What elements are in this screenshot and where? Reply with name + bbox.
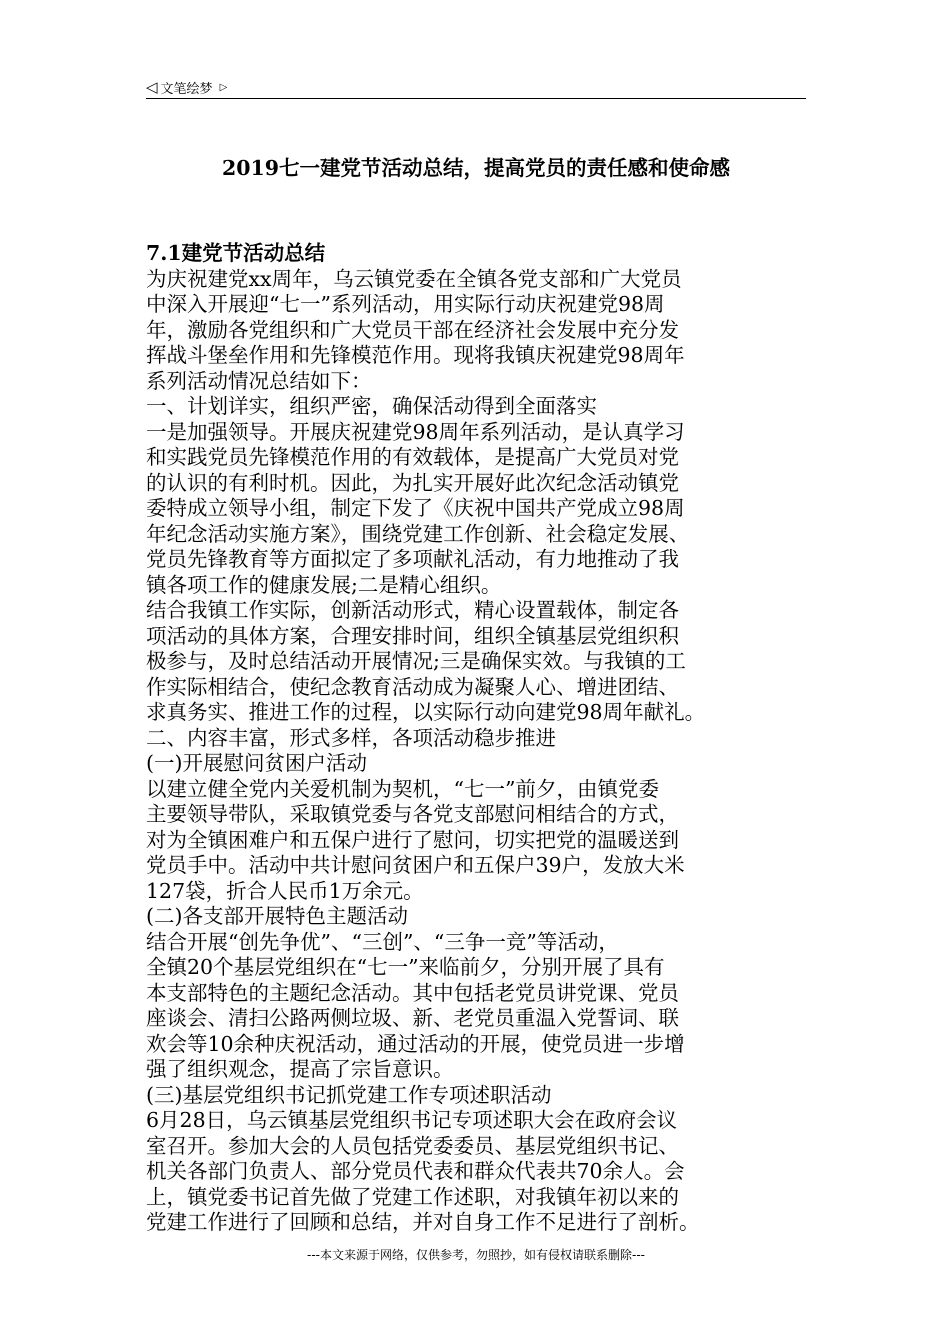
body-text [146,267,806,1236]
text-line: 主要领导带队，采取镇党委与各党支部慰问相结合的方式， [146,802,679,826]
text-line: 上，镇党委书记首先做了党建工作述职，对我镇年初以来的 [146,1184,679,1209]
page-footer: ---本文来源于网络，仅供参考，勿照抄，如有侵权请联系删除--- [307,1248,645,1262]
text-line: 中深入开展迎“七一”系列活动，用实际行动庆祝建党98周 [146,292,665,316]
text-line: 二、内容丰富，形式多样，各项活动稳步推进 [146,725,556,750]
text-line: 127袋，折合人民币1万余元。 [146,878,424,903]
document-title: 2019七一建党节活动总结，提高党员的责任感和使命感 [221,156,731,180]
text-line: 一是加强领导。开展庆祝建党98周年系列活动，是认真学习 [146,419,685,444]
text-line: 系列活动情况总结如下： [146,368,372,393]
text-line: 求真务实、推进工作的过程，以实际行动向建党98周年献礼。 [146,700,706,724]
text-line: 结合开展“创先争优”、“三创”、“三争一竞”等活动， [146,929,619,954]
text-line: 委特成立领导小组，制定下发了《庆祝中国共产党成立98周 [146,496,685,520]
triangle-right-icon: ▷ [219,81,228,93]
text-line: 党建工作进行了回顾和总结，并对自身工作不足进行了剖析。 [146,1210,700,1234]
text-line: 本支部特色的主题纪念活动。其中包括老党员讲党课、党员 [146,980,679,1005]
text-line: 项活动的具体方案，合理安排时间，组织全镇基层党组织积 [146,623,679,648]
text-line: 一、计划详实，组织严密，确保活动得到全面落实 [146,394,597,418]
text-line: 机关各部门负责人、部分党员代表和群众代表共70余人。会 [146,1159,685,1183]
text-line: 镇各项工作的健康发展;二是精心组织。 [146,572,502,597]
document-body [146,241,806,1236]
text-line: 全镇20个基层党组织在“七一”来临前夕，分别开展了具有 [146,955,665,979]
text-line: 强了组织观念，提高了宗旨意识。 [146,1057,454,1081]
section-heading: 7.1建党节活动总结 [146,241,326,265]
text-line: 座谈会、清扫公路两侧垃圾、新、老党员重温入党誓词、联 [146,1006,679,1030]
text-line: 年纪念活动实施方案》，围绕党建工作创新、社会稳定发展、 [146,521,690,546]
text-line: 党员手中。活动中共计慰问贫困户和五保户39户，发放大米 [146,853,685,877]
text-line: 欢会等10余种庆祝活动，通过活动的开展，使党员进一步增 [146,1031,685,1056]
text-line: (二)各支部开展特色主题活动 [146,904,408,928]
text-line: 室召开。参加大会的人员包括党委委员、基层党组织书记、 [146,1133,679,1158]
text-line: 年，激励各党组织和广大党员干部在经济社会发展中充分发 [146,317,679,342]
triangle-left-icon: ◁ [146,78,158,96]
text-line: 的认识的有利时机。因此，为扎实开展好此次纪念活动镇党 [146,470,679,495]
text-line: (一)开展慰问贫困户活动 [146,751,367,775]
text-line: 为庆祝建党xx周年，乌云镇党委在全镇各党支部和广大党员 [146,266,682,291]
text-line: 极参与，及时总结活动开展情况;三是确保实效。与我镇的工 [146,649,686,673]
header-divider [146,98,806,99]
text-line: 挥战斗堡垒作用和先锋模范作用。现将我镇庆祝建党98周年 [146,343,685,367]
text-line: 结合我镇工作实际，创新活动形式，精心设置载体，制定各 [146,598,679,622]
text-line: 和实践党员先锋模范作用的有效载体，是提高广大党员对党 [146,445,679,469]
text-line: 作实际相结合，使纪念教育活动成为凝聚人心、增进团结、 [146,674,679,699]
text-line: 以建立健全党内关爱机制为契机，“七一”前夕，由镇党委 [146,776,659,801]
text-line: 党员先锋教育等方面拟定了多项献礼活动，有力地推动了我 [146,547,679,571]
header-brand: 文笔绘梦 [160,81,213,97]
text-line: (三)基层党组织书记抓党建工作专项述职活动 [146,1082,552,1107]
text-line: 6月28日，乌云镇基层党组织书记专项述职大会在政府会议 [146,1108,678,1132]
text-line: 对为全镇困难户和五保户进行了慰问，切实把党的温暖送到 [146,827,679,852]
page-header [146,76,806,98]
